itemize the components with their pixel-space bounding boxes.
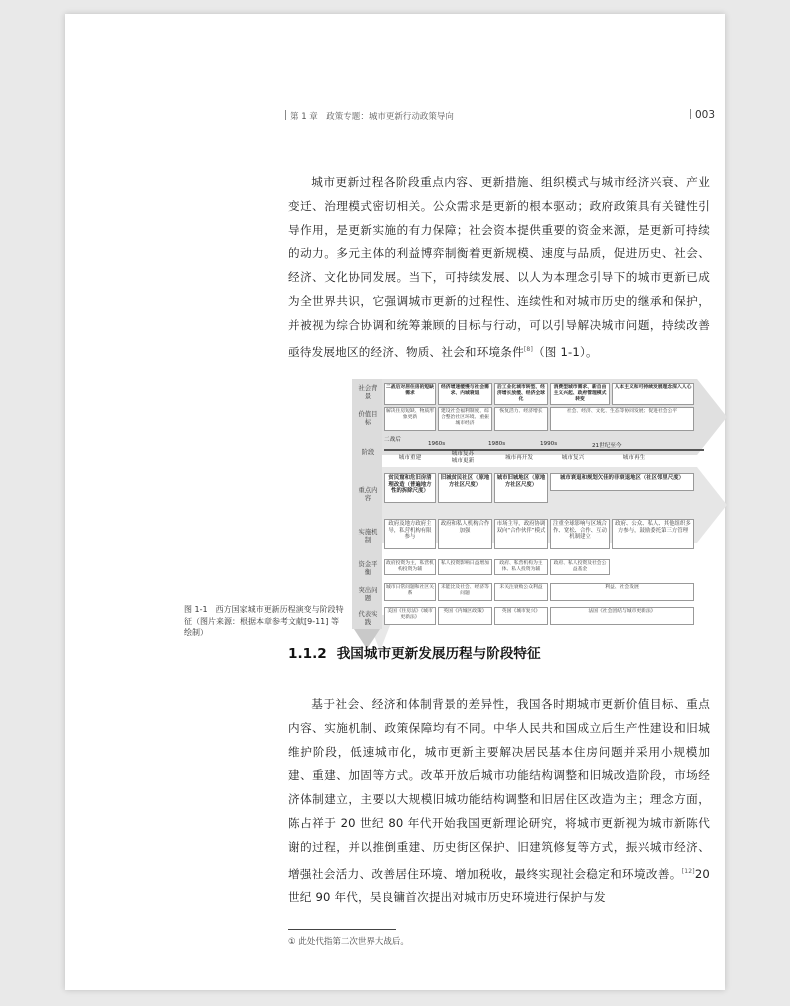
row-label-goals: 价值目标 [358, 411, 378, 426]
mechanism-cell: 注重全球影响与区域合作、宽松、合作、互动机制建立 [550, 519, 610, 549]
footnote: ① 此处代指第二次世界大战后。 [288, 937, 409, 947]
funding-cell: 政府、私营机构为主体、私人投资为辅 [494, 559, 548, 575]
focus-cell: 城市衰退和规划欠佳的非衰退地区（社区邻里尺度） [550, 473, 694, 491]
issue-cell: 未关注衰败公众利益 [494, 583, 548, 601]
figure-caption: 图 1-1 西方国家城市更新历程演变与阶段特征（图片来源：根据本章参考文献[9-11] 等绘制） [184, 605, 344, 637]
funding-cell: 政府、私人投资及社会公益基金 [550, 559, 610, 575]
practice-cell: 法国《社会团结与城市更新法》 [550, 607, 694, 625]
practice-cell: 英国《内城区政策》 [438, 607, 492, 625]
timeline-start: 二战后 [384, 437, 401, 443]
goal-cell: 社会、经济、文化、生态等协同发展；促进社会公平 [550, 407, 694, 431]
mechanism-cell: 政府及地方政府主导，私营机构有限参与 [384, 519, 436, 549]
running-head [285, 110, 715, 124]
practice-cell: 美国《住房法》《城市更新法》 [384, 607, 436, 625]
paragraph-2: 基于社会、经济和体制背景的差异性，我国各时期城市更新价值目标、重点内容、实施机制、政策保障均有不同。中华人民共和国成立后生产性建设和旧城维护阶段，低速城市化，城市更新主要解决居民基本住房问题并采用小规模加建、重建、加固等方式。改革开放后城市功能结构调整和旧城改造阶段，市场经济体制建立，主要以大规模旧城功能结构调整和旧居住区改造为主；理念方面，陈占祥于 20 世纪 80 年代开始我国更新理论研究，将城市更新视为城市新陈代谢的过程，并以推倒重建、历史街区保护、旧建筑修复等方式，振兴城市经济、增强社会活力、改善居住环境、增加税收，最终实现社会稳定和环境改善。[12]20 世纪 90 年代，吴良镛首次提出对城市历史环境进行保护与发 [288, 697, 710, 905]
row-label-stage: 阶段 [361, 449, 375, 456]
era-label: 城市复苏 城市更新 [451, 451, 475, 464]
mechanism-cell: 市场主导，政府协调双向“合作伙伴”模式 [494, 519, 548, 549]
era-label: 城市再开发 [505, 455, 533, 461]
background-cell: 经济增速缓慢与社会需求、内城衰退 [438, 383, 492, 405]
section-title-text: 我国城市更新发展历程与阶段特征 [336, 646, 541, 662]
background-cell: 二战后对居住房的短缺需求 [384, 383, 436, 405]
page-number: 003 [690, 109, 715, 121]
era-label: 城市再生 [622, 455, 646, 461]
timeline-tick: 21世纪至今 [592, 443, 622, 449]
timeline-tick: 1980s [488, 441, 506, 447]
issue-cell: 未能比及社会、经济等问题 [438, 583, 492, 601]
background-cell: 后工业化城市转型、经济增长放缓、经济全球化 [494, 383, 548, 405]
issue-cell: 城市日常问题和社区关系 [384, 583, 436, 601]
focus-cell: 旧城贫民社区（原地方社区尺度） [438, 473, 492, 503]
chapter-title: 第 1 章 政策专题：城市更新行动政策导向 [285, 110, 454, 122]
book-page [65, 14, 725, 990]
timeline-tick: 1960s [428, 441, 446, 447]
funding-cell: 私人投资影响日益增加 [438, 559, 492, 575]
paragraph-1: 城市更新过程各阶段重点内容、更新措施、组织模式与城市经济兴衰、产业变迁、治理模式密切相关。公众需求是更新的根本驱动；政府政策具有关键性引导作用，是更新实施的有力保障；社会资本提供重要的资金来源，是更新可持续的动力。多元主体的利益博弈制衡着更新规模、速度与品质，促进历史、社会、经济、文化协同发展。当下，可持续发展、以人为本理念引导下的城市更新已成为全世界共识，它强调城市更新的过程性、连续性和对城市历史的继承和保护，并被视为综合协调和统筹兼顾的目标与行动，可以引导解决城市问题，持续改善亟待发展地区的经济、物质、社会和环境条件[8]（图 1-1）。 [288, 175, 710, 359]
background-cell: 人本主义和可持续发展理念深入人心 [612, 383, 694, 405]
funding-cell: 政府投资为主，私营机构投资为辅 [384, 559, 436, 575]
row-label-funding: 资金平衡 [358, 561, 378, 576]
goal-cell: 解决住房短缺、物质形象更新 [384, 407, 436, 431]
section-heading [288, 642, 710, 662]
focus-cell: 贫民窟和危旧房清理改造（普遍地方性的拆除尺度） [384, 473, 436, 503]
timeline-axis [384, 449, 704, 451]
mechanism-cell: 政府、公众、私人、其他组织多方参与，鼓励委托第三方管理 [612, 519, 694, 549]
row-label-issues: 突出问题 [358, 587, 378, 602]
background-cell: 消费型城市需求、新自由主义兴起、政府管理模式转变 [550, 383, 610, 405]
focus-cell: 城市旧城地区（原地方社区尺度） [494, 473, 548, 503]
goal-cell: 恢复活力、经济增长 [494, 407, 548, 431]
figure-1-1 [352, 379, 727, 651]
era-label: 城市重建 [398, 455, 422, 461]
citation-8[interactable]: [8] [523, 345, 533, 353]
citation-12[interactable]: [12] [681, 867, 695, 875]
practice-cell: 英国《城市复兴》 [494, 607, 548, 625]
row-label-focus: 重点内容 [358, 487, 378, 502]
timeline-tick: 1990s [540, 441, 558, 447]
issue-cell: 利益、社会发展 [550, 583, 694, 601]
goal-cell: 建设社会福利制度、综合整治社区环境、重振城市经济 [438, 407, 492, 431]
row-label-background: 社会背景 [358, 385, 378, 400]
footnote-rule [288, 929, 396, 930]
row-label-practice: 代表实践 [358, 611, 378, 626]
mechanism-cell: 政府和私人机构合作加强 [438, 519, 492, 549]
era-label: 城市复兴 [561, 455, 585, 461]
section-number: 1.1.2 [288, 646, 327, 662]
row-label-mechanism: 实施机制 [358, 529, 378, 544]
